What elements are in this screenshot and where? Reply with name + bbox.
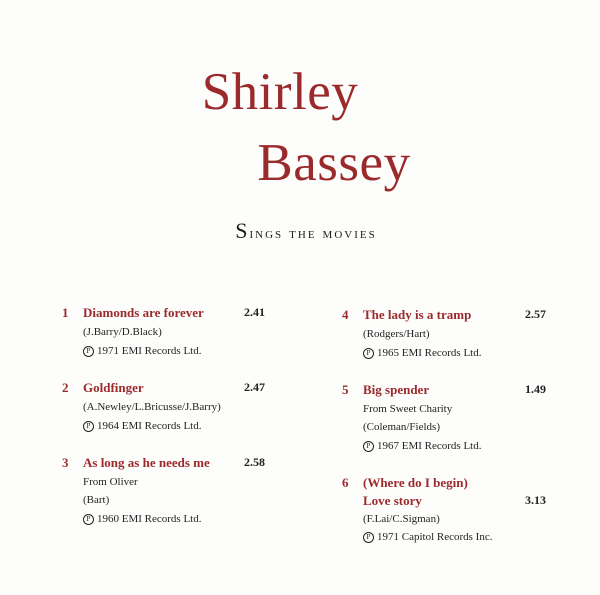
- track-duration: 2.41: [244, 305, 265, 319]
- subtitle-initial: S: [235, 218, 250, 243]
- track-title-line2: Love story: [363, 493, 422, 508]
- track-source: From Sweet Charity: [363, 403, 453, 415]
- album-subtitle: [0, 218, 600, 244]
- track-copyright: P 1971 EMI Records Ltd.: [83, 345, 201, 357]
- track-copyright: P 1967 EMI Records Ltd.: [363, 440, 481, 452]
- track-duration: 1.49: [525, 382, 546, 396]
- track-duration: 2.47: [244, 380, 265, 394]
- subtitle-rest: ings the movies: [249, 225, 377, 242]
- track-title: Goldfinger: [83, 380, 144, 395]
- track-title: (Where do I begin): [363, 475, 468, 490]
- track-title: Diamonds are forever: [83, 305, 204, 320]
- track-credit: (Bart): [83, 494, 110, 506]
- track-number: 5: [342, 382, 349, 397]
- phonogram-icon: P: [363, 532, 374, 543]
- track-duration: 3.13: [525, 493, 546, 507]
- track-credit: (J.Barry/D.Black): [83, 326, 162, 338]
- artist-name-line2: Bassey: [257, 134, 411, 192]
- track-copyright: P 1965 EMI Records Ltd.: [363, 347, 481, 359]
- track-source: From Oliver: [83, 476, 138, 488]
- track-copyright: P 1964 EMI Records Ltd.: [83, 420, 201, 432]
- phonogram-icon: P: [83, 421, 94, 432]
- track-title: As long as he needs me: [83, 455, 210, 470]
- phonogram-icon: P: [363, 348, 374, 359]
- track-credit: (Coleman/Fields): [363, 421, 440, 433]
- phonogram-icon: P: [83, 346, 94, 357]
- track-credit: (F.Lai/C.Sigman): [363, 513, 440, 525]
- track-duration: 2.57: [525, 307, 546, 321]
- track-title: Big spender: [363, 382, 430, 397]
- track-title: The lady is a tramp: [363, 307, 472, 322]
- track-copyright: P 1960 EMI Records Ltd.: [83, 513, 201, 525]
- track-credit: (A.Newley/L.Bricusse/J.Barry): [83, 401, 221, 413]
- track-duration: 2.58: [244, 455, 265, 469]
- track-credit: (Rodgers/Hart): [363, 328, 430, 340]
- track-copyright: P 1971 Capitol Records Inc.: [363, 531, 492, 543]
- phonogram-icon: P: [363, 441, 374, 452]
- track-number: 6: [342, 475, 349, 490]
- phonogram-icon: P: [83, 514, 94, 525]
- track-number: 3: [62, 455, 69, 470]
- artist-name-line1: Shirley: [201, 63, 359, 121]
- track-number: 2: [62, 380, 69, 395]
- track-number: 1: [62, 305, 69, 320]
- track-number: 4: [342, 307, 349, 322]
